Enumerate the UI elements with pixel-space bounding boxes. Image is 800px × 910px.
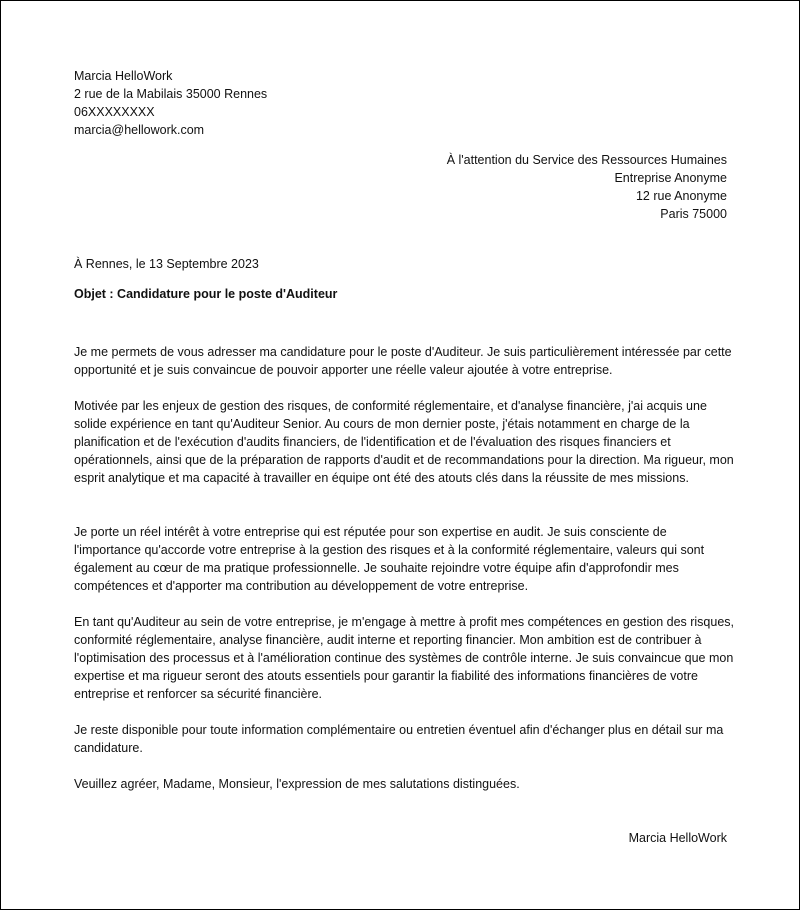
recipient-city: Paris 75000 bbox=[660, 207, 727, 221]
paragraph-introduction: Je me permets de vous adresser ma candidature pour le poste d'Auditeur. Je suis particulièrement intéressée par cette opportunité et je suis convaincue de pouvoir apporter une réelle valeur ajoutée à votre entreprise. bbox=[74, 345, 732, 377]
paragraph-company-interest: Je porte un réel intérêt à votre entreprise qui est réputée pour son expertise en audit. Je suis consciente de l'importance qu'accorde votre entreprise à la gestion des risques et à la conformité réglementaire, valeurs qui sont également au cœur de ma pratique professionnelle. Je souhaite rejoindre votre équipe afin d'approfondir mes compétences et d'apporter ma contribution au développement de votre entreprise. bbox=[74, 525, 705, 593]
recipient-attention: À l'attention du Service des Ressources Humaines bbox=[446, 153, 727, 167]
paragraph-commitment: En tant qu'Auditeur au sein de votre entreprise, je m'engage à mettre à profit mes compétences en gestion des risques, conformité réglementaire, analyse financière, audit interne et reporting financier. Mon ambition est de contribuer à l'optimisation des processus et à l'amélioration continue des systèmes de contrôle interne. Je suis convaincue que mon expertise et ma rigueur seront des atouts essentiels pour garantir la fiabilité des informations financières de votre entreprise et renforcer sa sécurité financière. bbox=[74, 615, 735, 701]
sender-email: marcia@hellowork.com bbox=[74, 123, 205, 137]
sender-name: Marcia HelloWork bbox=[74, 69, 173, 83]
sender-address: 2 rue de la Mabilais 35000 Rennes bbox=[74, 87, 268, 101]
subject-line: Objet : Candidature pour le poste d'Auditeur bbox=[74, 287, 338, 301]
paragraph-closing: Veuillez agréer, Madame, Monsieur, l'expression de mes salutations distinguées. bbox=[74, 777, 520, 791]
signature: Marcia HelloWork bbox=[628, 831, 727, 845]
paragraph-availability: Je reste disponible pour toute information complémentaire ou entretien éventuel afin d'échanger plus en détail sur ma candidature. bbox=[74, 723, 724, 755]
sender-block bbox=[74, 67, 267, 139]
recipient-street: 12 rue Anonyme bbox=[635, 189, 727, 203]
date-line: À Rennes, le 13 Septembre 2023 bbox=[74, 257, 259, 271]
recipient-block bbox=[447, 151, 727, 223]
recipient-company: Entreprise Anonyme bbox=[614, 171, 727, 185]
paragraph-experience: Motivée par les enjeux de gestion des risques, de conformité réglementaire, et d'analyse financière, j'ai acquis une solide expérience en tant qu'Auditeur Senior. Au cours de mon dernier poste, j'étais notamment en charge de la planification et de l'exécution d'audits financiers, de l'identification et de l'évaluation des risques financiers et opérationnels, ainsi que de la préparation de rapports d'audit et de recommandations pour la direction. Ma rigueur, mon esprit analytique et ma capacité à travailler en équipe ont été des atouts clés dans la réussite de mes missions. bbox=[74, 399, 734, 485]
sender-phone: 06XXXXXXXX bbox=[74, 105, 155, 119]
